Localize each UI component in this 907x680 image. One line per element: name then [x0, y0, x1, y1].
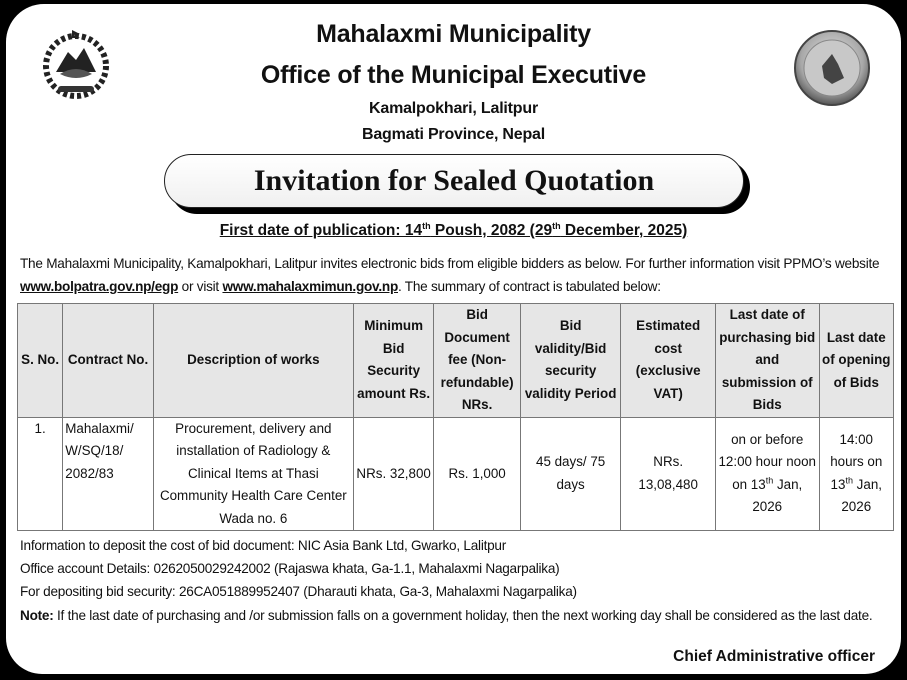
intro-text: The Mahalaxmi Municipality, Kamalpokhari, Lalitpur invites electronic bids from eligible bidders as below. For further information visit PPMO’s website — [20, 256, 880, 271]
col-header-last-date-submission: Last date of purchasing bid and submission of Bids — [715, 304, 819, 418]
intro-text: or visit — [178, 279, 223, 294]
note-text: If the last date of purchasing and /or submission falls on a government holiday, then the next working day shall be considered as the last date. — [53, 607, 873, 623]
pubdate-text: December, 2025) — [560, 222, 688, 239]
note-label: Note: — [20, 607, 54, 623]
cell-opening-date — [819, 417, 893, 531]
col-header-contract-no: Contract No. — [63, 304, 154, 418]
table-header-row — [18, 304, 894, 418]
table-row — [18, 417, 894, 531]
pubdate-text: Poush, 2082 (29 — [430, 222, 553, 239]
col-header-description: Description of works — [153, 304, 353, 418]
signatory: Chief Administrative officer — [673, 648, 875, 665]
col-header-min-bid-security: Minimum Bid Security amount Rs. — [353, 304, 433, 418]
page-title: Invitation for Sealed Quotation — [253, 164, 655, 197]
cell-sup: th — [765, 475, 774, 486]
contract-summary-table — [17, 303, 894, 531]
bank-info: Information to deposit the cost of bid document: NIC Asia Bank Ltd, Gwarko, Lalitpur — [20, 538, 507, 553]
cell-text: on or before 12:00 hour noon on 13 — [718, 431, 816, 492]
note — [20, 604, 892, 627]
cell-text: 14:00 hours on 13 — [830, 431, 883, 492]
address-line-1: Kamalpokhari, Lalitpur — [369, 100, 538, 117]
pubdate-sup: th — [552, 220, 561, 231]
cell-estimated-cost: NRs. 13,08,480 — [621, 417, 716, 531]
col-header-sno: S. No. — [18, 304, 63, 418]
pubdate-text: First date of publication: 14 — [219, 222, 423, 239]
cell-doc-fee: Rs. 1,000 — [434, 417, 520, 531]
cell-text: Jan, 2026 — [752, 476, 803, 515]
col-header-opening-date: Last date of opening of Bids — [819, 304, 893, 418]
office-account-info: Office account Details: 0262050029242002 (Rajaswa khata, Ga-1.1, Mahalaxmi Nagarpalika) — [20, 561, 560, 577]
notice-page — [6, 4, 901, 674]
address-line-2: Bagmati Province, Nepal — [361, 126, 546, 143]
bid-security-account-info: For depositing bid security: 26CA051889952407 (Dharauti khata, Ga-3, Mahalaxmi Nagarpalika) — [20, 584, 577, 600]
col-header-estimated-cost: Estimated cost (exclusive VAT) — [621, 304, 716, 418]
col-header-doc-fee: Bid Document fee (Non-refundable) NRs. — [434, 304, 520, 418]
cell-contract-no: Mahalaxmi/ W/SQ/18/ 2082/83 — [63, 417, 154, 531]
bolpatra-link[interactable]: www.bolpatra.gov.np/egp — [20, 279, 179, 294]
col-header-validity: Bid validity/Bid security validity Period — [520, 304, 621, 418]
municipality-website-link[interactable]: www.mahalaxmimun.gov.np — [222, 279, 398, 294]
cell-validity: 45 days/ 75 days — [520, 417, 621, 531]
cell-sno: 1. — [18, 417, 63, 531]
pubdate-sup: th — [422, 220, 431, 231]
footer-info — [20, 534, 892, 627]
org-name: Mahalaxmi Municipality — [316, 20, 591, 48]
publication-date — [6, 222, 901, 240]
intro-paragraph — [20, 252, 892, 298]
cell-sup: th — [845, 475, 853, 486]
cell-text: Jan, 2026 — [841, 476, 882, 515]
cell-min-bid-security: NRs. 32,800 — [353, 417, 433, 531]
office-title: Office of the Municipal Executive — [260, 61, 647, 89]
title-banner — [164, 154, 744, 208]
cell-description: Procurement, delivery and installation of Radiology & Clinical Items at Thasi Community Health Care Center Wada no. 6 — [153, 417, 353, 531]
intro-text: . The summary of contract is tabulated below: — [398, 279, 661, 294]
cell-last-date-submission — [715, 417, 819, 531]
